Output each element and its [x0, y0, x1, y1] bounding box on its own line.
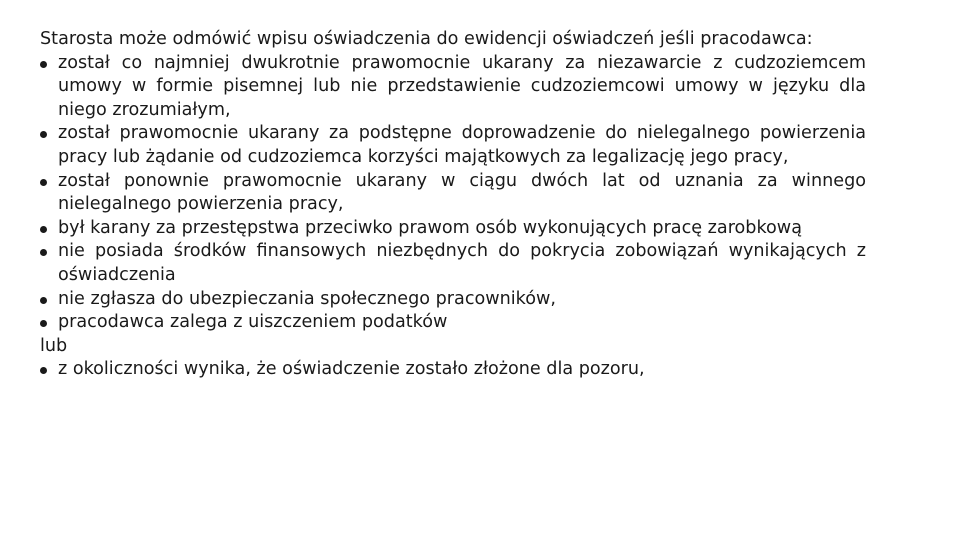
- list-item: nie posiada środków finansowych niezbędnych do pokrycia zobowiązań wynikających z oświadczenia: [40, 240, 866, 287]
- conditions-list-extra: [40, 358, 866, 382]
- bullet-icon: [40, 61, 47, 68]
- bullet-icon: [40, 249, 47, 256]
- list-item: został prawomocnie ukarany za podstępne doprowadzenie do nielegalnego powierzenia pracy lub żądanie od cudzoziemca korzyści majątkowych za legalizację jego pracy,: [40, 122, 866, 169]
- bullet-icon: [40, 131, 47, 138]
- bullet-icon: [40, 179, 47, 186]
- list-item: został ponownie prawomocnie ukarany w ciągu dwóch lat od uznania za winnego nielegalnego powierzenia pracy,: [40, 170, 866, 217]
- intro-lead: Starosta może odmówić wpisu oświadczenia do ewidencji oświadczeń jeśli: [40, 29, 695, 49]
- intro-continuation: pracodawca:: [700, 29, 813, 49]
- list-item: został co najmniej dwukrotnie prawomocnie ukarany za niezawarcie z cudzoziemcem umowy w formie pisemnej lub nie przedstawienie cudzoziemcowi umowy w języku dla niego zrozumiałym,: [40, 52, 866, 123]
- slide-content: [40, 28, 866, 382]
- list-item: z okoliczności wynika, że oświadczenie zostało złożone dla pozoru,: [40, 358, 866, 382]
- list-item: pracodawca zalega z uiszczeniem podatków: [40, 311, 866, 335]
- list-item: był karany za przestępstwa przeciwko prawom osób wykonujących pracę zarobkową: [40, 217, 866, 241]
- conditions-list: [40, 52, 866, 335]
- bullet-icon: [40, 226, 47, 233]
- connector-text: lub: [40, 335, 68, 356]
- bullet-icon: [40, 367, 47, 374]
- bullet-icon: [40, 297, 47, 304]
- intro-paragraph: [40, 28, 866, 52]
- bullet-icon: [40, 320, 47, 327]
- list-item: nie zgłasza do ubezpieczania społecznego pracowników,: [40, 288, 866, 312]
